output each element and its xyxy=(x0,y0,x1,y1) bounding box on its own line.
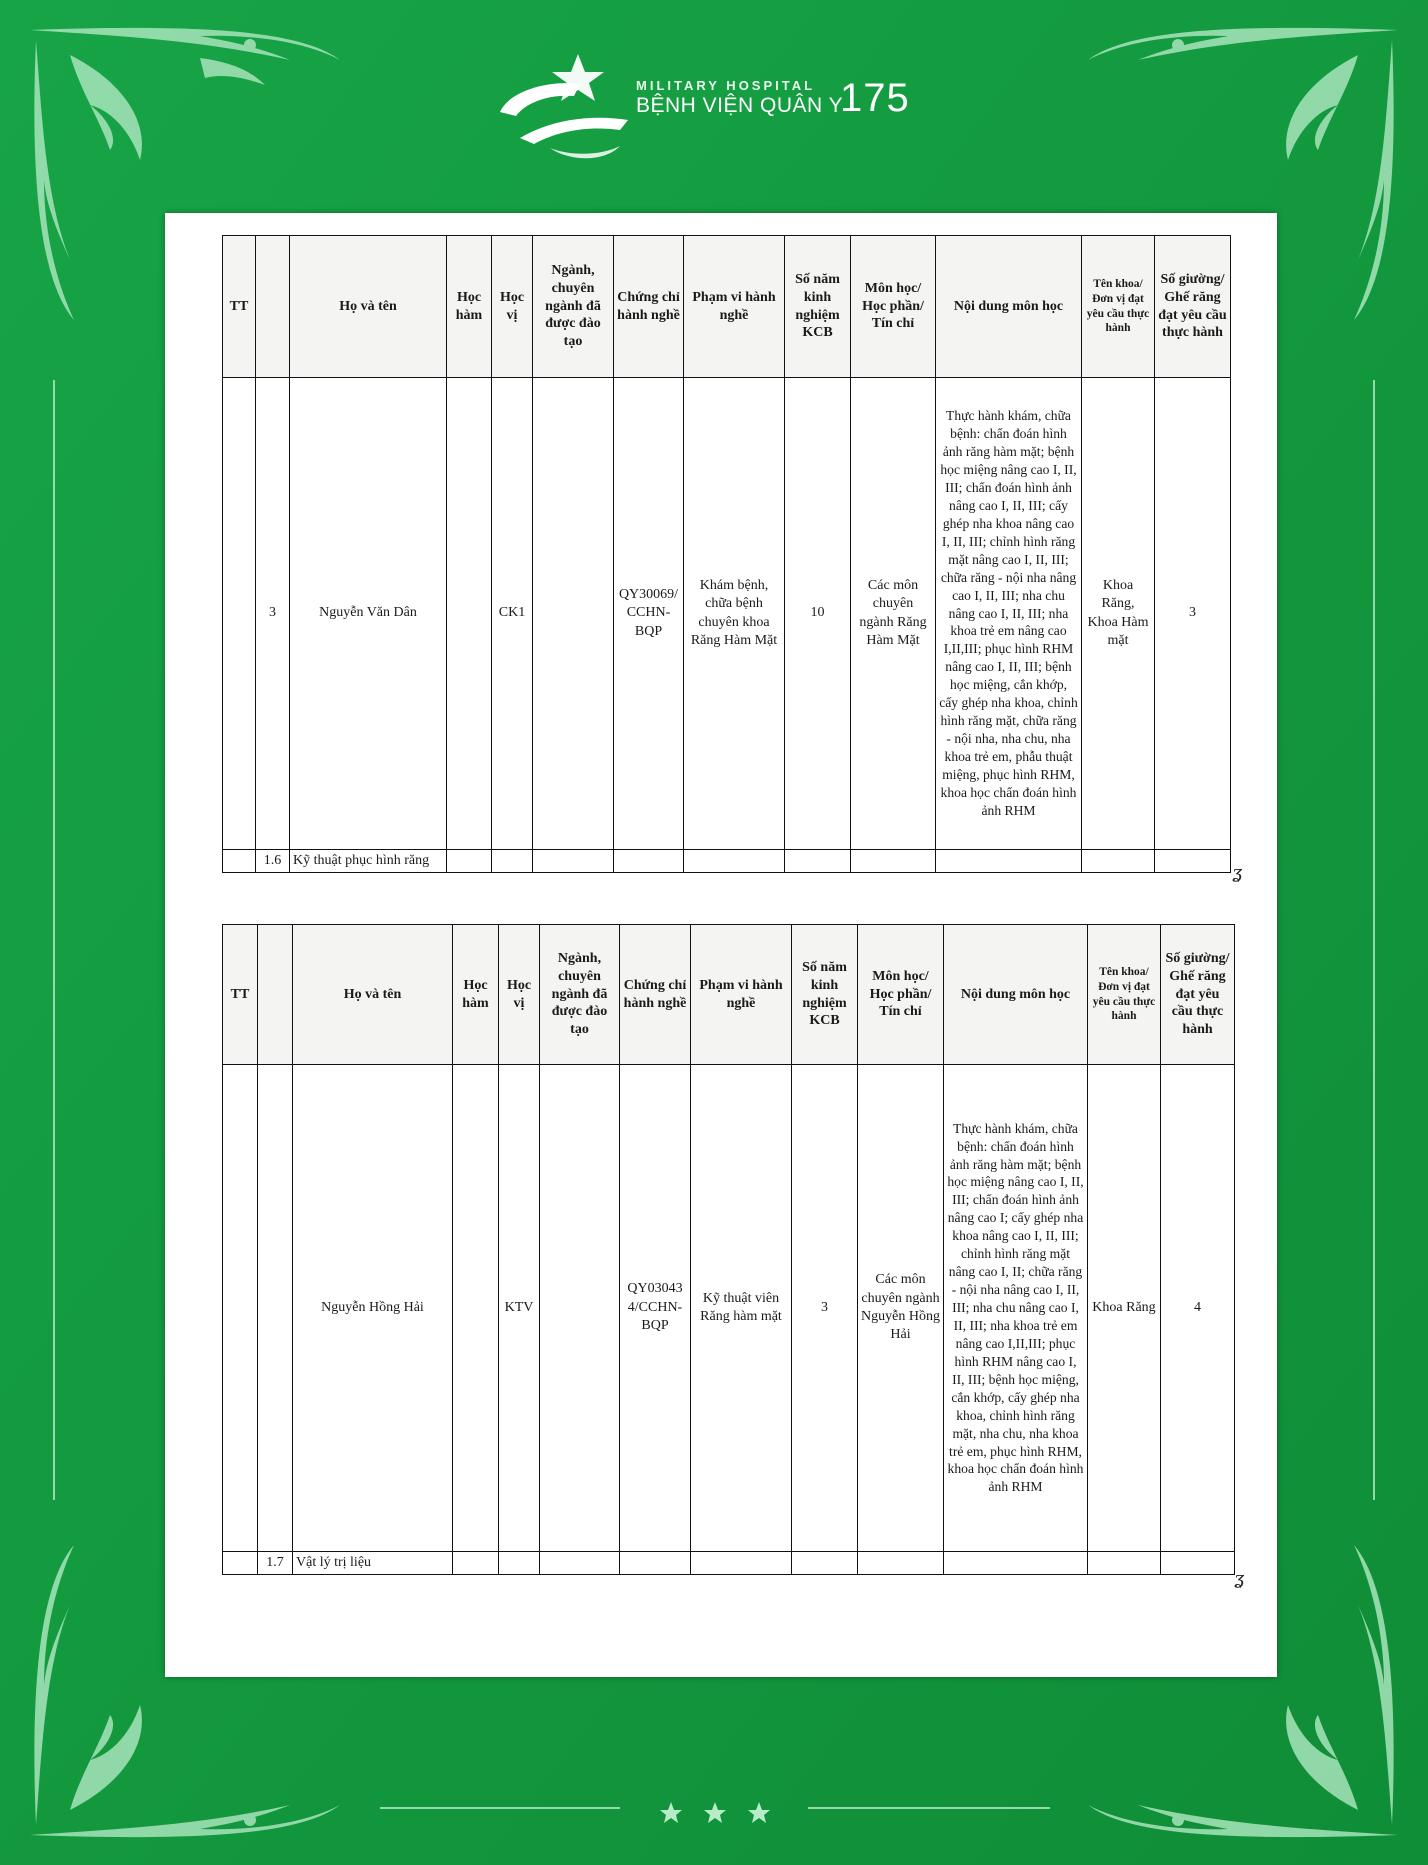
cell-so-nam: 10 xyxy=(785,378,851,850)
cell-pham-vi: Khám bệnh, chữa bệnh chuyên khoa Răng Hàm Mặt xyxy=(684,378,785,850)
cell-mon-hoc: Các môn chuyên ngành Răng Hàm Mặt xyxy=(851,378,936,850)
cell-hoc-vi: CK1 xyxy=(492,378,533,850)
cell-noi-dung: Thực hành khám, chữa bệnh: chẩn đoán hình ảnh răng hàm mặt; bệnh học miệng nâng cao I, II, III; chẩn đoán hình ảnh nâng cao I; cấy ghép nha khoa nâng cao I, II, III; chỉnh hình răng mặt nâng cao I, II; chữa răng - nội nha nâng cao I, II, III; nha chu nâng cao I, II, III; nha khoa trẻ em nâng cao I,II,III; phục hình RHM nâng cao I, II, III; bệnh học miệng, cắn khớp, cấy ghép nha khoa, chỉnh hình răng mặt, nha chu, nha khoa trẻ em, phục hình RHM, khoa học chẩn đoán hình ảnh RHM xyxy=(944,1065,1088,1552)
cell-stt: 3 xyxy=(256,378,290,850)
header-nganh: Ngành, chuyên ngành đã được đào tạo xyxy=(533,236,614,378)
initial-mark-1: ʓ xyxy=(1232,862,1243,883)
section-cell-empty xyxy=(1161,1552,1235,1575)
section-cell-empty xyxy=(858,1552,944,1575)
cell-tt xyxy=(223,378,256,850)
cell-hoc-vi: KTV xyxy=(499,1065,540,1552)
header-nganh: Ngành, chuyên ngành đã được đào tạo xyxy=(540,925,620,1065)
header-ten-khoa: Tên khoa/ Đơn vị đạt yêu cầu thực hành xyxy=(1088,925,1161,1065)
section-cell-empty xyxy=(1088,1552,1161,1575)
cell-chung-chi: QY03043 4/CCHN-BQP xyxy=(620,1065,691,1552)
section-cell-empty xyxy=(223,1552,258,1575)
section-number: 1.6 xyxy=(256,850,290,873)
section-cell-empty xyxy=(223,850,256,873)
section-cell-empty xyxy=(533,850,614,873)
header-chung-chi: Chứng chỉ hành nghề xyxy=(620,925,691,1065)
table-header-row xyxy=(223,236,1231,378)
header-so-giuong: Số giường/ Ghế răng đạt yêu cầu thực hành xyxy=(1155,236,1231,378)
header-ten-khoa: Tên khoa/ Đơn vị đạt yêu cầu thực hành xyxy=(1082,236,1155,378)
section-cell-empty xyxy=(453,1552,499,1575)
section-cell-empty xyxy=(944,1552,1088,1575)
section-row xyxy=(223,1552,1235,1575)
header-noi-dung: Nội dung môn học xyxy=(944,925,1088,1065)
cell-mon-hoc: Các môn chuyên ngành Nguyễn Hồng Hải xyxy=(858,1065,944,1552)
table-row xyxy=(223,1065,1235,1552)
section-cell-empty xyxy=(540,1552,620,1575)
section-cell-empty xyxy=(785,850,851,873)
cell-ho-va-ten: Nguyễn Văn Dân xyxy=(290,378,447,850)
section-cell-empty xyxy=(851,850,936,873)
section-label: Kỹ thuật phục hình răng xyxy=(290,850,447,873)
cell-pham-vi: Kỹ thuật viên Răng hàm mặt xyxy=(691,1065,792,1552)
header-hoc-vi: Học vị xyxy=(492,236,533,378)
table-header-row xyxy=(223,925,1235,1065)
section-cell-empty xyxy=(1155,850,1231,873)
header-mon-hoc: Môn học/ Học phần/ Tín chỉ xyxy=(858,925,944,1065)
section-cell-empty xyxy=(620,1552,691,1575)
header-so-nam: Số năm kinh nghiệm KCB xyxy=(792,925,858,1065)
cell-nganh xyxy=(540,1065,620,1552)
cell-so-giuong: 3 xyxy=(1155,378,1231,850)
header-ho-va-ten: Họ và tên xyxy=(290,236,447,378)
brand-subtitle: MILITARY HOSPITAL xyxy=(636,78,816,93)
header-chung-chi: Chứng chỉ hành nghề xyxy=(614,236,684,378)
header-so-giuong: Số giường/ Ghế răng đạt yêu cầu thực hành xyxy=(1161,925,1235,1065)
star-icon-row xyxy=(660,1799,770,1829)
section-cell-empty xyxy=(936,850,1082,873)
brand-title: BỆNH VIỆN QUÂN Y xyxy=(636,94,844,117)
cell-ten-khoa: Khoa Răng, Khoa Hàm mặt xyxy=(1082,378,1155,850)
cell-hoc-ham xyxy=(447,378,492,850)
header-noi-dung: Nội dung môn học xyxy=(936,236,1082,378)
header-hoc-vi: Học vị xyxy=(499,925,540,1065)
header-blank xyxy=(258,925,293,1065)
section-cell-empty xyxy=(1082,850,1155,873)
header-ho-va-ten: Họ và tên xyxy=(293,925,453,1065)
header-pham-vi: Phạm vi hành nghề xyxy=(691,925,792,1065)
header-pham-vi: Phạm vi hành nghề xyxy=(684,236,785,378)
section-cell-empty xyxy=(492,850,533,873)
section-number: 1.7 xyxy=(258,1552,293,1575)
header-tt: TT xyxy=(223,236,256,378)
section-cell-empty xyxy=(499,1552,540,1575)
section-cell-empty xyxy=(447,850,492,873)
cell-tt xyxy=(223,1065,258,1552)
table-row xyxy=(223,378,1231,850)
staff-table-2 xyxy=(222,924,1235,1575)
section-cell-empty xyxy=(792,1552,858,1575)
cell-noi-dung: Thực hành khám, chữa bệnh: chẩn đoán hình ảnh răng hàm mặt; bệnh học miệng nâng cao I, II, III; chẩn đoán hình ảnh nâng cao I, II, III; cấy ghép nha khoa nâng cao I, II, III; chỉnh hình răng mặt nâng cao I, II, III; chữa răng - nội nha nâng cao I, II, III; nha chu nâng cao I, II, III; nha khoa trẻ em nâng cao I,II,III; phục hình RHM nâng cao I, II, III; bệnh học miệng, cắn khớp, cấy ghép nha khoa, chỉnh hình răng mặt, chữa răng - nội nha, nha chu, nha khoa trẻ em, phẫu thuật miệng, phục hình RHM, khoa học chẩn đoán hình ảnh RHM xyxy=(936,378,1082,850)
section-label: Vật lý trị liệu xyxy=(293,1552,453,1575)
cell-hoc-ham xyxy=(453,1065,499,1552)
cell-stt xyxy=(258,1065,293,1552)
header-tt: TT xyxy=(223,925,258,1065)
header-blank xyxy=(256,236,290,378)
header-hoc-ham: Học hàm xyxy=(453,925,499,1065)
cell-chung-chi: QY30069/ CCHN-BQP xyxy=(614,378,684,850)
header-so-nam: Số năm kinh nghiệm KCB xyxy=(785,236,851,378)
brand-number: 175 xyxy=(840,76,910,120)
section-cell-empty xyxy=(691,1552,792,1575)
cell-so-giuong: 4 xyxy=(1161,1065,1235,1552)
header-mon-hoc: Môn học/ Học phần/ Tín chỉ xyxy=(851,236,936,378)
header-hoc-ham: Học hàm xyxy=(447,236,492,378)
cell-ho-va-ten: Nguyễn Hồng Hải xyxy=(293,1065,453,1552)
staff-table-1 xyxy=(222,235,1231,873)
section-row xyxy=(223,850,1231,873)
section-cell-empty xyxy=(614,850,684,873)
section-cell-empty xyxy=(684,850,785,873)
cell-nganh xyxy=(533,378,614,850)
cell-so-nam: 3 xyxy=(792,1065,858,1552)
cell-ten-khoa: Khoa Răng xyxy=(1088,1065,1161,1552)
initial-mark-2: ʓ xyxy=(1234,1568,1245,1589)
